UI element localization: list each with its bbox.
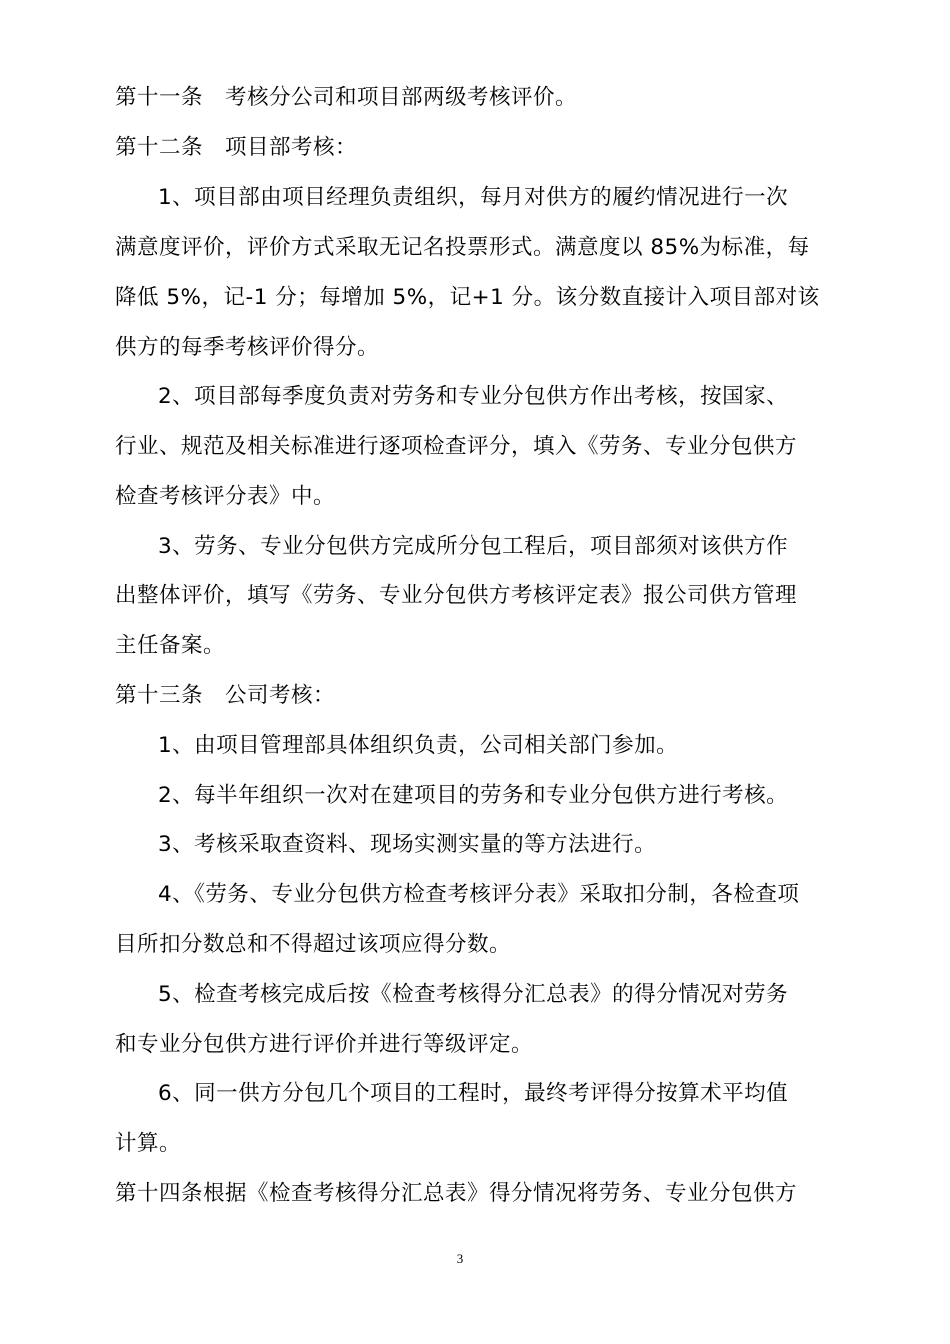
paragraph-line: 出整体评价，填写《劳务、专业分包供方考核评定表》报公司供方管理	[115, 583, 798, 608]
article-14-heading: 第十四条根据《检查考核得分汇总表》得分情况将劳务、专业分包供方	[115, 1181, 798, 1206]
paragraph-line: 1、项目部由项目经理负责组织，每月对供方的履约情况进行一次	[158, 185, 789, 210]
paragraph-line: 满意度评价，评价方式采取无记名投票形式。满意度以 85%为标准，每	[115, 235, 810, 260]
paragraph-line: 1、由项目管理部具体组织负责，公司相关部门参加。	[158, 733, 679, 758]
paragraph-line: 4、《劳务、专业分包供方检查考核评分表》采取扣分制，各检查项	[158, 882, 800, 907]
paragraph-line: 行业、规范及相关标准进行逐项检查评分，填入《劳务、专业分包供方	[115, 434, 798, 459]
article-13-heading: 第十三条 公司考核：	[115, 683, 336, 708]
paragraph-line: 检查考核评分表》中。	[115, 484, 336, 509]
article-12-heading: 第十二条 项目部考核：	[115, 135, 358, 160]
paragraph-line: 2、每半年组织一次对在建项目的劳务和专业分包供方进行考核。	[158, 783, 789, 808]
page-number: 3	[456, 1251, 464, 1266]
paragraph-line: 5、检查考核完成后按《检查考核得分汇总表》的得分情况对劳务	[158, 982, 789, 1007]
article-11-heading: 第十一条 考核分公司和项目部两级考核评价。	[115, 85, 578, 110]
paragraph-line: 目所扣分数总和不得超过该项应得分数。	[115, 932, 512, 957]
paragraph-line: 3、劳务、专业分包供方完成所分包工程后，项目部须对该供方作	[158, 534, 789, 559]
paragraph-line: 计算。	[115, 1131, 182, 1156]
paragraph-line: 和专业分包供方进行评价并进行等级评定。	[115, 1032, 534, 1057]
paragraph-line: 主任备案。	[115, 633, 226, 658]
paragraph-line: 3、考核采取查资料、现场实测实量的等方法进行。	[158, 832, 657, 857]
paragraph-line: 2、项目部每季度负责对劳务和专业分包供方作出考核，按国家、	[158, 384, 789, 409]
paragraph-line: 6、同一供方分包几个项目的工程时，最终考评得分按算术平均值	[158, 1081, 789, 1106]
paragraph-line: 降低 5%，记-1 分；每增加 5%，记+1 分。该分数直接计入项目部对该	[115, 285, 820, 310]
paragraph-line: 供方的每季考核评价得分。	[115, 335, 380, 360]
